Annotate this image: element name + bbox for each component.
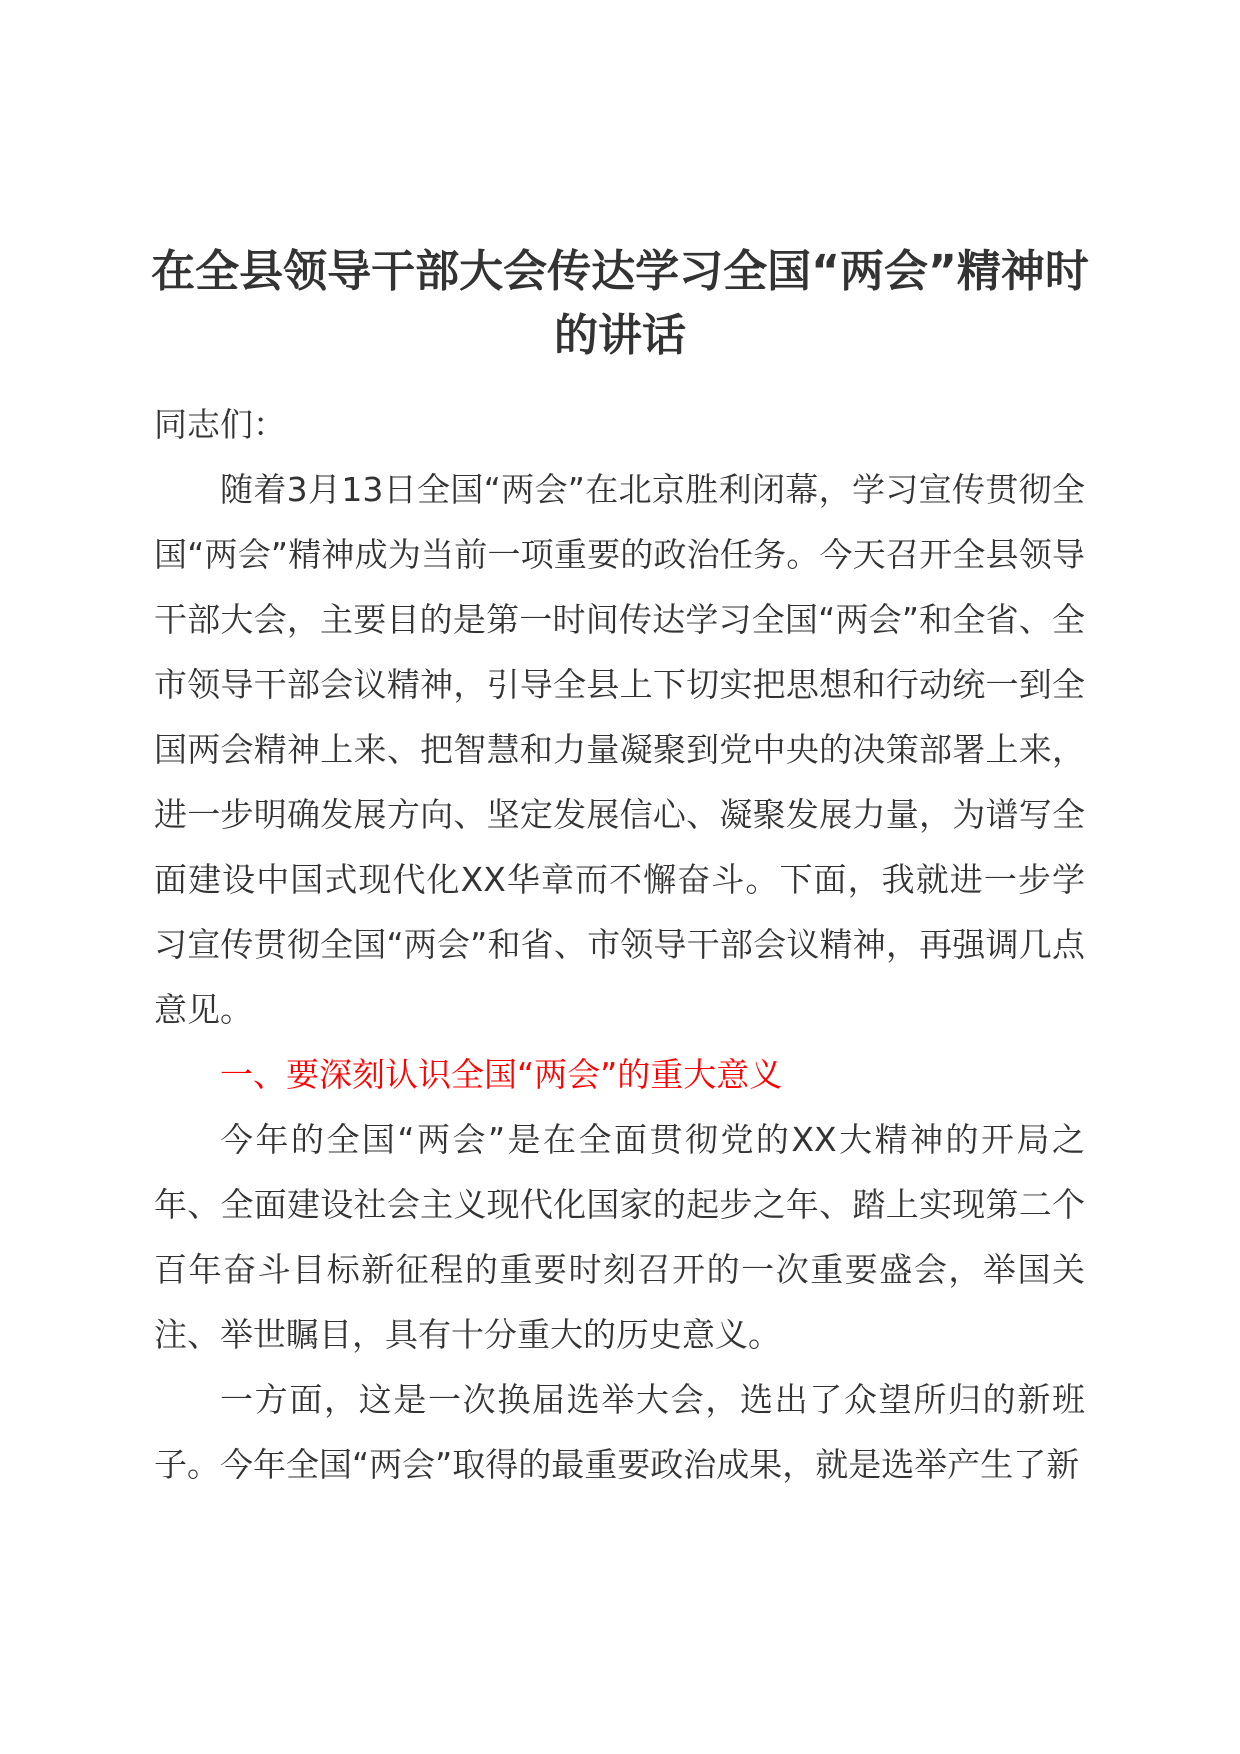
section-heading: 一、要深刻认识全国“两会”的重大意义 [220, 1055, 783, 1094]
document-body [154, 392, 1085, 1497]
section-paragraph-2: 一方面，这是一次换届选举大会，选出了众望所归的新班子。今年全国“两会”取得的最重要政治成果，就是选举产生了新 [154, 1380, 1085, 1484]
document-title: 在全县领导干部大会传达学习全国“两会”精神时的讲话 [151, 246, 1089, 361]
intro-paragraph: 随着3月13日全国“两会”在北京胜利闭幕，学习宣传贯彻全国“两会”精神成为当前一项重要的政治任务。今天召开全县领导干部大会，主要目的是第一时间传达学习全国“两会”和全省、全市领导干部会议精神，引导全县上下切实把思想和行动统一到全国两会精神上来、把智慧和力量凝聚到党中央的决策部署上来，进一步明确发展方向、坚定发展信心、凝聚发展力量，为谱写全面建设中国式现代化XX华章而不懈奋斗。下面，我就进一步学习宣传贯彻全国“两会”和省、市领导干部会议精神，再强调几点意见。 [154, 470, 1085, 1029]
salutation: 同志们： [154, 405, 286, 444]
section-paragraph-1: 今年的全国“两会”是在全面贯彻党的XX大精神的开局之年、全面建设社会主义现代化国家的起步之年、踏上实现第二个百年奋斗目标新征程的重要时刻召开的一次重要盛会，举国关注、举世瞩目，具有十分重大的历史意义。 [154, 1120, 1085, 1354]
